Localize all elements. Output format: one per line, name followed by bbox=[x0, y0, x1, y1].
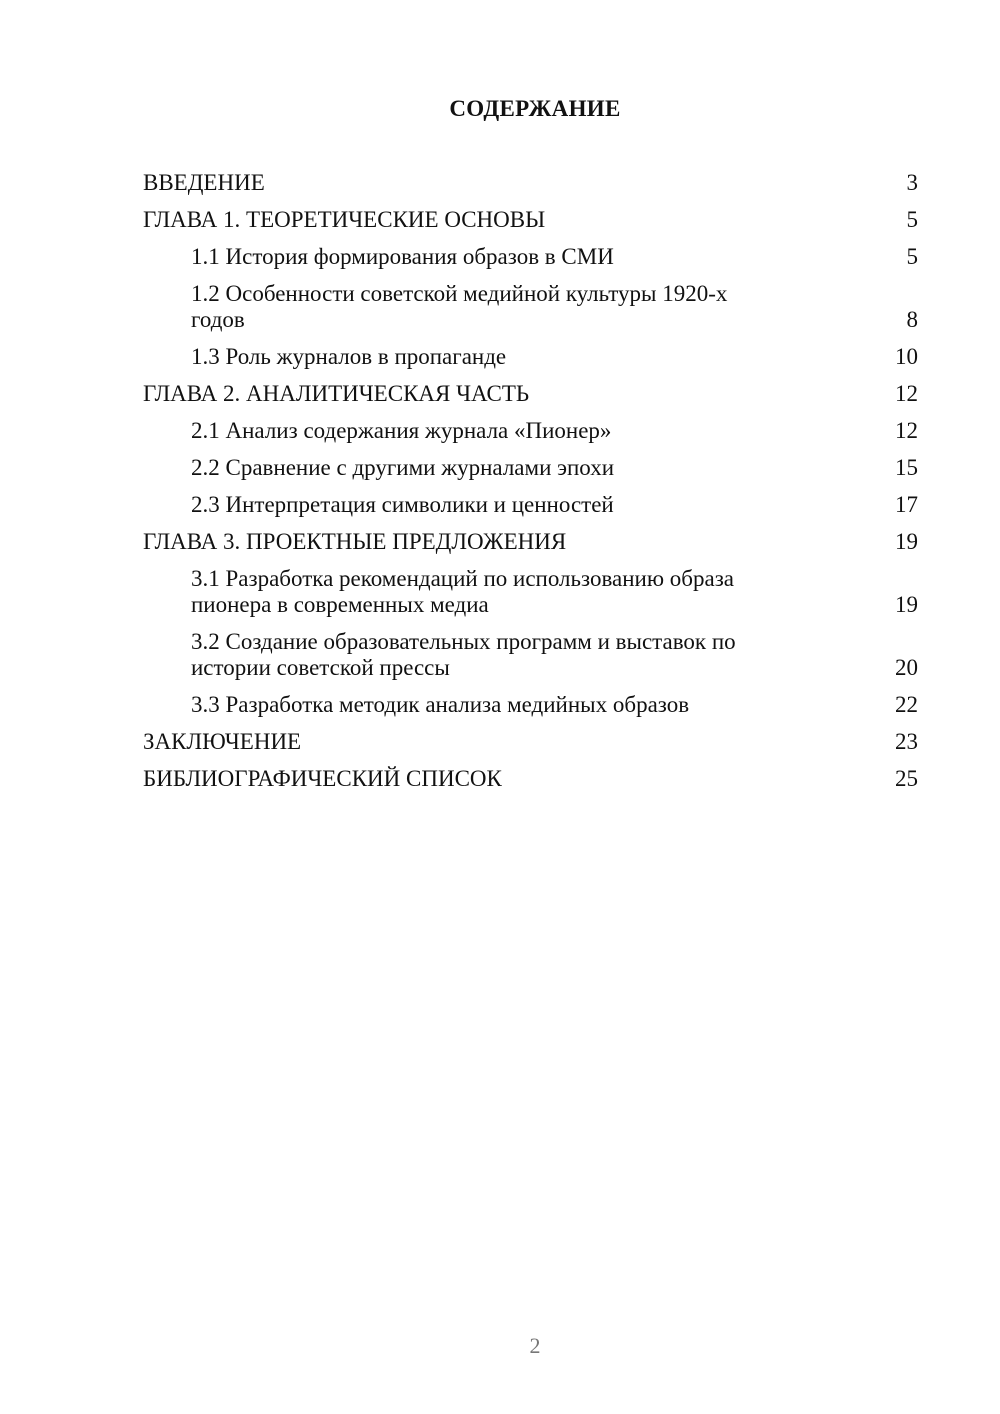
toc-entry-page: 20 bbox=[895, 655, 918, 680]
toc-entry-title: 2.3 Интерпретация символики и ценностей bbox=[191, 492, 614, 517]
toc-entry-page: 3 bbox=[906, 170, 918, 195]
toc-subsection-entry[interactable] bbox=[143, 455, 918, 481]
toc-entry-page: 19 bbox=[895, 592, 918, 617]
toc-entry-title: 3.1 Разработка рекомендаций по использованию образа пионера в современных медиа bbox=[191, 566, 734, 617]
toc-entry-title: 1.2 Особенности советской медийной культуры 1920-х годов bbox=[191, 281, 728, 332]
toc-entry-page: 19 bbox=[895, 529, 918, 554]
toc-entry-page: 5 bbox=[906, 207, 918, 232]
toc-entry-page: 8 bbox=[906, 307, 918, 332]
toc-entry-title: 1.1 История формирования образов в СМИ bbox=[191, 244, 614, 269]
toc-section-entry[interactable] bbox=[143, 207, 918, 233]
toc-entry-page: 25 bbox=[895, 766, 918, 791]
table-of-contents bbox=[143, 170, 918, 803]
toc-entry-title: ГЛАВА 1. ТЕОРЕТИЧЕСКИЕ ОСНОВЫ bbox=[143, 207, 546, 232]
toc-entry-title: 2.2 Сравнение с другими журналами эпохи bbox=[191, 455, 615, 480]
toc-subsection-entry[interactable] bbox=[143, 244, 918, 270]
toc-entry-page: 17 bbox=[895, 492, 918, 517]
toc-entry-page: 15 bbox=[895, 455, 918, 480]
toc-entry-page: 22 bbox=[895, 692, 918, 717]
toc-entry-title: 1.3 Роль журналов в пропаганде bbox=[191, 344, 507, 369]
toc-entry-page: 12 bbox=[895, 418, 918, 443]
toc-entry-title: ГЛАВА 2. АНАЛИТИЧЕСКАЯ ЧАСТЬ bbox=[143, 381, 530, 406]
toc-entry-page: 5 bbox=[906, 244, 918, 269]
toc-entry-page: 23 bbox=[895, 729, 918, 754]
toc-title: СОДЕРЖАНИЕ bbox=[449, 96, 621, 121]
toc-section-entry[interactable] bbox=[143, 729, 918, 755]
toc-subsection-entry[interactable] bbox=[143, 281, 918, 333]
toc-subsection-entry[interactable] bbox=[143, 418, 918, 444]
toc-subsection-entry[interactable] bbox=[143, 692, 918, 718]
toc-entry-title: 3.2 Создание образовательных программ и выставок по истории советской прессы bbox=[191, 629, 736, 680]
toc-entry-title: ЗАКЛЮЧЕНИЕ bbox=[143, 729, 302, 754]
toc-entry-page: 12 bbox=[895, 381, 918, 406]
toc-entry-title: БИБЛИОГРАФИЧЕСКИЙ СПИСОК bbox=[143, 766, 502, 791]
page-number: 2 bbox=[529, 1333, 541, 1358]
toc-entry-title: 2.1 Анализ содержания журнала «Пионер» bbox=[191, 418, 612, 443]
toc-entry-title: ВВЕДЕНИЕ bbox=[143, 170, 265, 195]
toc-subsection-entry[interactable] bbox=[143, 566, 918, 618]
toc-entry-title: ГЛАВА 3. ПРОЕКТНЫЕ ПРЕДЛОЖЕНИЯ bbox=[143, 529, 567, 554]
toc-subsection-entry[interactable] bbox=[143, 629, 918, 681]
toc-subsection-entry[interactable] bbox=[143, 344, 918, 370]
toc-section-entry[interactable] bbox=[143, 381, 918, 407]
toc-subsection-entry[interactable] bbox=[143, 492, 918, 518]
toc-entry-title: 3.3 Разработка методик анализа медийных образов bbox=[191, 692, 690, 717]
toc-section-entry[interactable] bbox=[143, 766, 918, 792]
toc-section-entry[interactable] bbox=[143, 529, 918, 555]
toc-section-entry[interactable] bbox=[143, 170, 918, 196]
toc-entry-page: 10 bbox=[895, 344, 918, 369]
